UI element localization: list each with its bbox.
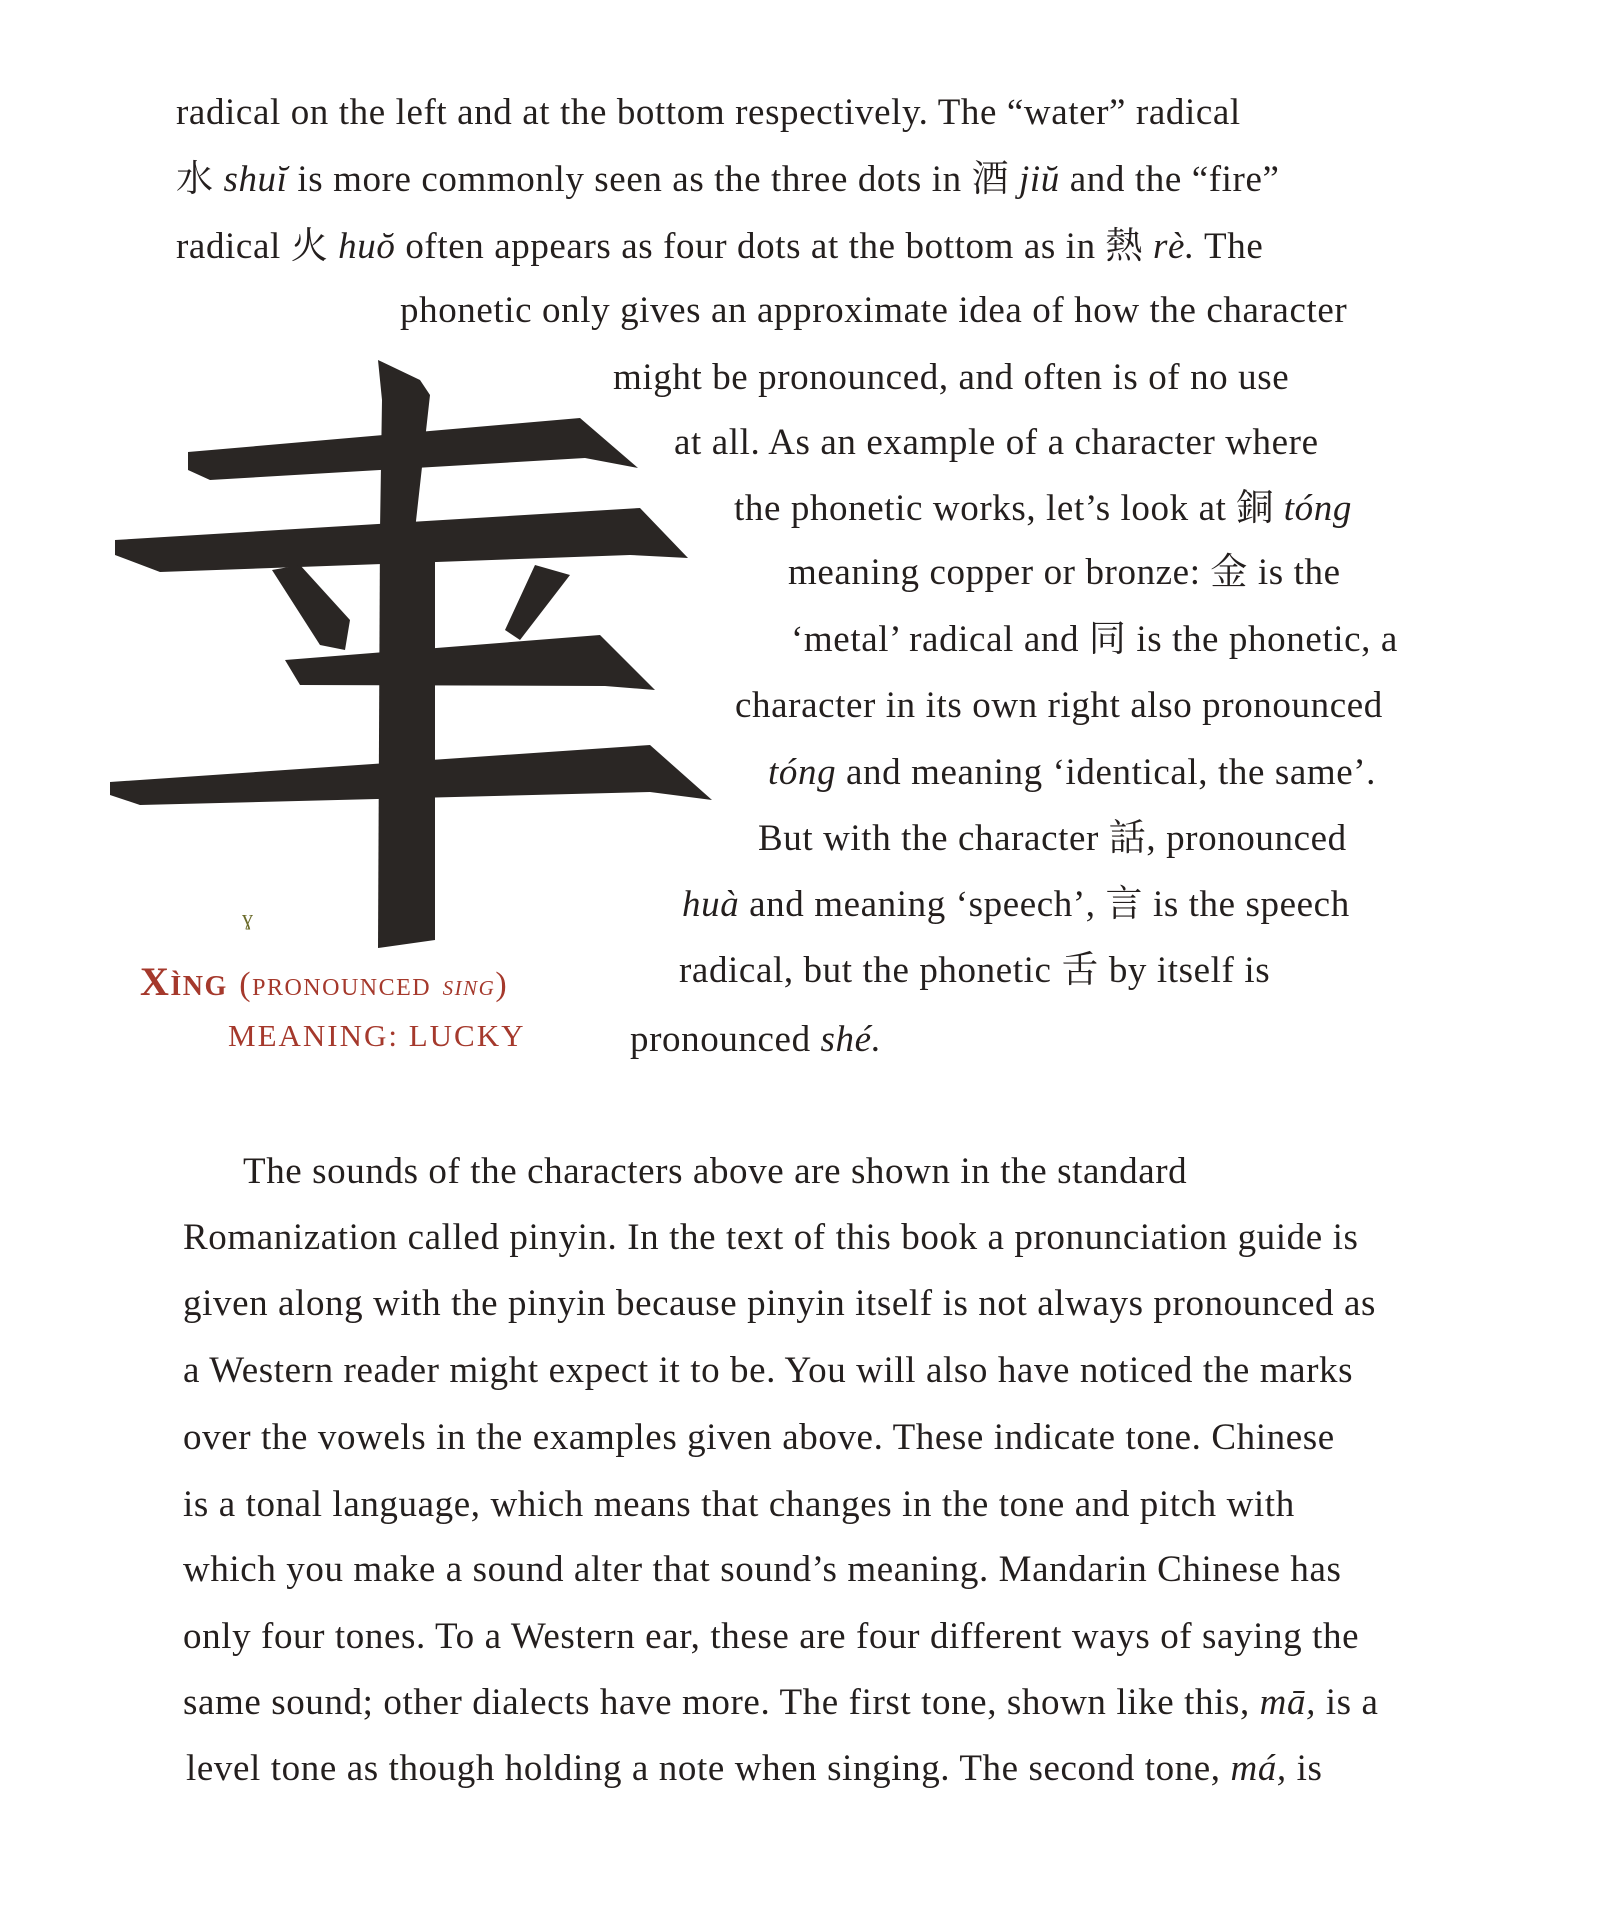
body-paragraph-line	[183, 1349, 1353, 1393]
pinyin-term: mā,	[1259, 1682, 1316, 1723]
text-run: the phonetic works, let’s look at 銅	[734, 488, 1284, 529]
wrapped-paragraph-line	[735, 684, 1383, 728]
wrapped-paragraph-line	[788, 551, 1341, 595]
body-paragraph-line	[183, 1615, 1359, 1659]
close-paren: )	[495, 966, 509, 1003]
wrapped-paragraph-line	[674, 421, 1319, 465]
character-caption-line-1	[140, 958, 508, 1005]
pinyin-term: shuĭ	[223, 159, 288, 200]
text-run: and meaning ‘identical, the same’.	[836, 752, 1377, 793]
pinyin-term: huà	[682, 884, 740, 925]
wrapped-paragraph-line	[734, 487, 1352, 531]
text-run: meaning copper or bronze: 金 is the	[788, 552, 1341, 593]
character-name: Xìng	[140, 959, 228, 1004]
text-run: at all. As an example of a character where	[674, 422, 1319, 463]
body-paragraph-line	[183, 1681, 1379, 1725]
text-run: level tone as though holding a note when singing. The second tone,	[186, 1748, 1231, 1789]
body-paragraph-line	[183, 1282, 1376, 1326]
wrapped-paragraph-line	[176, 225, 1263, 269]
pinyin-term: tóng	[1283, 488, 1352, 529]
body-paragraph-line	[183, 1483, 1295, 1527]
text-run: The sounds of the characters above are shown in the standard	[243, 1151, 1188, 1192]
wrapped-paragraph-line	[768, 751, 1376, 795]
pinyin-term: tóng	[768, 752, 837, 793]
text-run: radical, but the phonetic 舌 by itself is	[679, 950, 1271, 991]
text-run: is	[1286, 1748, 1323, 1789]
wrapped-paragraph-line	[630, 1018, 882, 1062]
glyph-vertical-stroke	[378, 528, 435, 948]
pronounced-value: sing	[442, 969, 496, 1002]
body-paragraph-line	[183, 1548, 1342, 1592]
text-run: only four tones. To a Western ear, these are four different ways of saying the	[183, 1616, 1360, 1657]
wrapped-paragraph-line	[682, 883, 1350, 927]
text-run: and meaning ‘speech’, 言 is the speech	[739, 884, 1350, 925]
text-run: over the vowels in the examples given above. These indicate tone. Chinese	[183, 1417, 1335, 1458]
wrapped-paragraph-line	[791, 618, 1398, 662]
wrapped-paragraph-line	[176, 91, 1241, 135]
pinyin-term: jiŭ	[1019, 159, 1060, 200]
text-run: is more commonly seen as the three dots in 酒	[287, 159, 1020, 200]
wrapped-paragraph-line	[758, 817, 1347, 861]
wrapped-paragraph-line	[679, 949, 1270, 993]
pinyin-term: rè.	[1152, 226, 1195, 267]
pinyin-term: shé.	[820, 1019, 882, 1060]
glyph-left-dot	[272, 565, 350, 650]
text-run: But with the character 話, pronounced	[758, 818, 1347, 859]
body-paragraph-line	[183, 1216, 1359, 1260]
glyph-right-dot	[505, 565, 570, 640]
text-run: same sound; other dialects have more. The first tone, shown like this,	[183, 1682, 1260, 1723]
text-run: The	[1194, 226, 1264, 267]
text-run: which you make a sound alter that sound’s meaning. Mandarin Chinese has	[183, 1549, 1342, 1590]
text-run: radical 火	[176, 226, 339, 267]
text-run: phonetic only gives an approximate idea of how the character	[400, 290, 1348, 331]
text-run: often appears as four dots at the bottom as in 熱	[395, 226, 1153, 267]
text-run: is a	[1315, 1682, 1379, 1723]
pinyin-term: huŏ	[338, 226, 396, 267]
text-run: might be pronounced, and often is of no use	[613, 357, 1290, 398]
character-meaning: MEANING: LUCKY	[228, 1018, 526, 1053]
wrapped-paragraph-line	[176, 158, 1280, 202]
text-run: ‘metal’ radical and 同 is the phonetic, a	[791, 619, 1398, 660]
body-paragraph-line	[243, 1150, 1187, 1194]
text-run: Romanization called pinyin. In the text of this book a pronunciation guide is	[183, 1217, 1359, 1258]
text-run: 水	[176, 159, 224, 200]
text-run: character in its own right also pronounced	[735, 685, 1383, 726]
chinese-character-xing-illustration	[0, 0, 760, 980]
text-run: is a tonal language, which means that changes in the tone and pitch with	[183, 1484, 1295, 1525]
body-paragraph-line	[183, 1416, 1335, 1460]
wrapped-paragraph-line	[400, 289, 1347, 333]
body-paragraph-line	[186, 1747, 1323, 1791]
text-run: given along with the pinyin because pinyin itself is not always pronounced as	[183, 1283, 1376, 1324]
text-run: and the “fire”	[1059, 159, 1280, 200]
text-run: pronounced	[630, 1019, 821, 1060]
print-speck: ɣ	[242, 905, 253, 930]
text-run: a Western reader might expect it to be. You will also have noticed the marks	[183, 1350, 1354, 1391]
pinyin-term: má,	[1230, 1748, 1287, 1789]
wrapped-paragraph-line	[613, 356, 1289, 400]
text-run: radical on the left and at the bottom respectively. The “water” radical	[176, 92, 1241, 133]
pronounced-label: (pronounced	[239, 966, 432, 1003]
